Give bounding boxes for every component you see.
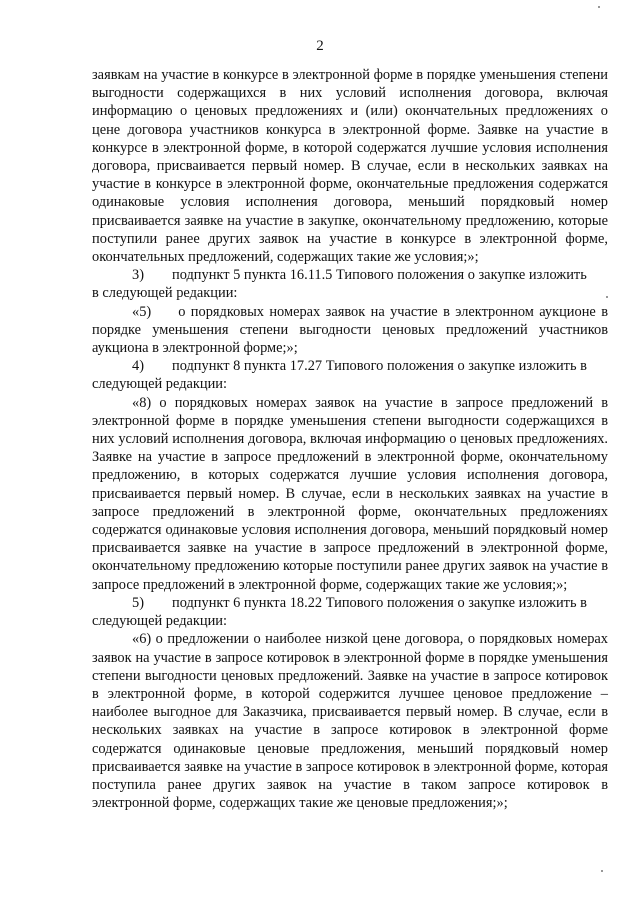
item-number: 4): [132, 358, 144, 375]
page-number: 2: [316, 38, 324, 54]
document-body: [92, 66, 612, 812]
item-number: 5): [132, 594, 144, 611]
item-text-first-line: подпункт 6 пункта 18.22 Типового положения о закупке изложить в: [172, 594, 587, 611]
paragraph-continuation: заявкам на участие в конкурсе в электронной форме в порядке уменьшения степени выгодности содержащихся в них условий исполнения договора, включая информацию о ценовых предложениях и (или) окончательных предложениях о цене договора участников конкурса в электронной форме. Заявке на участие в конкурсе в электронной форме, в которой содержатся лучшие условия исполнения договора, присваивается первый номер. В случае, если в нескольких заявках на участие в конкурсе в электронной форме, окончательные предложения содержатся одинаковые условия исполнения договора, меньший порядковый номер присваивается заявке на участие в закупке, окончательному предложению, которые поступили ранее других заявок на участие в конкурсе в электронной форме, окончательных предложений, содержащих такие же условия;»;: [92, 67, 608, 266]
quoted-subparagraph-5: «5) о порядковых номерах заявок на участие в электронном аукционе в порядке уменьшения степени выгодности ценовых предложений участников аукциона в электронной форме;»;: [92, 303, 612, 357]
list-item-4: [92, 357, 608, 375]
item-text-first-line: подпункт 8 пункта 17.27 Типового положения о закупке изложить в: [172, 358, 587, 375]
item-number: 3): [132, 267, 144, 284]
item-text-continuation: в следующей редакции:: [92, 285, 238, 302]
list-item-3: [92, 266, 608, 284]
list-item-5: [92, 594, 608, 612]
item-text-continuation: следующей редакции:: [92, 376, 227, 393]
quoted-subparagraph-6: «6) о предложении о наиболее низкой цене договора, о порядковых номерах заявок на участие в запросе котировок в электронной форме в порядке уменьшения степени выгодности ценовых предложений. Заявке на участие в запросе котировок в электронной форме, в которой содержится лучшее ценовое предложение – наиболее выгодное для Заказчика, присваивается первый номер. В случае, если в нескольких заявках на участие в запросе котировок в электронной форме содержатся одинаковые ценовые предложения, меньший порядковый номер присваивается заявке на участие в запросе котировок в электронной форме, которая поступила ранее других заявок на участие в таком запросе котировок в электронной форме, содержащих такие же ценовые предложения;»;: [92, 631, 608, 812]
quoted-subparagraph-8: «8) о порядковых номерах заявок на участие в запросе предложений в электронной форме в порядке уменьшения степени выгодности содержащихся в них условий исполнения договора, включая информацию о ценовых предложениях. Заявке на участие в запросе предложений в электронной форме, окончательному предложению, в которых содержатся лучшие условия исполнения договора, присваивается первый номер. В случае, если в нескольких заявках на участие в запросе предложений в электронной форме, окончательных предложениях содержатся одинаковые условия исполнения договора, меньший порядковый номер присваивается заявке на участие в запросе предложений в электронной форме, окончательному предложению которые поступили ранее других заявок на участие в запросе предложений в электронной форме, содержащих такие же условия;»;: [92, 394, 608, 593]
scan-speck: [598, 6, 600, 8]
scan-speck: [606, 296, 608, 298]
item-text-continuation: следующей редакции:: [92, 613, 227, 630]
item-text-first-line: подпункт 5 пункта 16.11.5 Типового положения о закупке изложить: [172, 267, 587, 284]
scan-speck: [601, 870, 603, 872]
